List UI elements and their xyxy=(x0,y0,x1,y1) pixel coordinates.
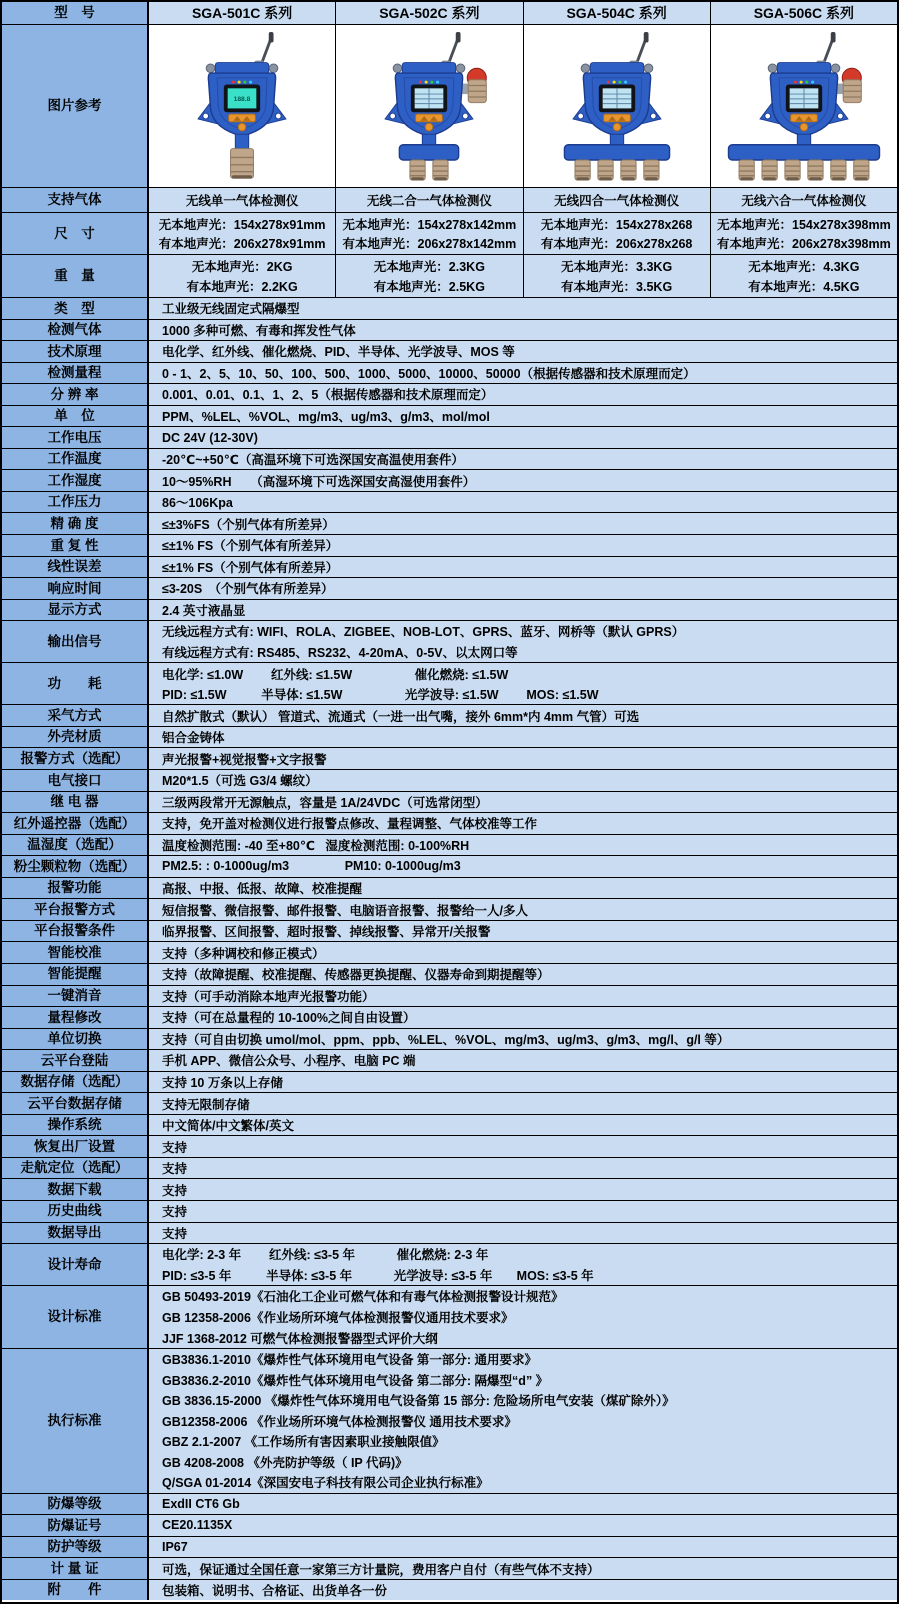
value-line: ≤±1% FS（个别气体有所差异） xyxy=(162,560,339,575)
spec-row xyxy=(2,448,897,470)
row-label: 粉尘颗粒物（选配） xyxy=(2,856,149,877)
value-line: GB3836.2-2010《爆炸性气体环境用电气设备 第二部分: 隔爆型“d” 》 xyxy=(162,1373,549,1388)
row-label: 显示方式 xyxy=(2,600,149,621)
row-value xyxy=(149,792,897,813)
comparison-cell xyxy=(710,255,897,297)
header-model-2: SGA-504C 系列 xyxy=(523,2,710,24)
cell-line: 有本地声光：4.5KG xyxy=(748,280,860,294)
row-value xyxy=(149,341,897,362)
value-line: 支持（可在总量程的 10-100%之间自由设置） xyxy=(162,1011,416,1026)
cell-line: 无线单一气体检测仪 xyxy=(185,194,299,208)
spec-row xyxy=(2,1493,897,1515)
row-value xyxy=(149,986,897,1007)
row-label: 云平台登陆 xyxy=(2,1050,149,1071)
row-label: 数据存储（选配） xyxy=(2,1072,149,1093)
row-value xyxy=(149,727,897,748)
row-value xyxy=(149,748,897,769)
row-value xyxy=(149,813,897,834)
spec-row xyxy=(2,340,897,362)
spec-row xyxy=(2,769,897,791)
value-line: ≤±1% FS（个别气体有所差异） xyxy=(162,539,339,554)
value-line: 2.4 英寸液晶显 xyxy=(162,603,246,618)
value-line: 支持 xyxy=(162,1162,188,1177)
value-line: ExdII CT6 Gb xyxy=(162,1496,240,1511)
spec-row xyxy=(2,1049,897,1071)
row-label: 平台报警条件 xyxy=(2,921,149,942)
value-line: 声光报警+视觉报警+文字报警 xyxy=(162,752,327,767)
row-label: 防爆等级 xyxy=(2,1494,149,1515)
row-label: 历史曲线 xyxy=(2,1201,149,1222)
value-line: Q/SGA 01-2014《深国安电子科技有限公司企业执行标准》 xyxy=(162,1476,489,1491)
value-line: 温度检测范围: -40 至+80℃ 湿度检测范围: 0-100%RH xyxy=(162,838,470,853)
row-label: 恢复出厂设置 xyxy=(2,1136,149,1157)
row-value xyxy=(149,406,897,427)
row-label: 检测气体 xyxy=(2,320,149,341)
value-line: 临界报警、区间报警、超时报警、掉线报警、异常开/关报警 xyxy=(162,925,491,940)
header-model-3: SGA-506C 系列 xyxy=(710,2,897,24)
cell-line: 无本地声光：154x278x398mm xyxy=(717,217,891,232)
product-image-4-sensor xyxy=(523,25,710,187)
row-cells xyxy=(149,213,897,254)
value-line: JJF 1368-2012 可燃气体检测报警器型式评价大纲 xyxy=(162,1331,438,1346)
value-line: PID: ≤1.5W 半导体: ≤1.5W 光学波导: ≤1.5W MOS: ≤1.5W xyxy=(162,688,599,703)
value-line: 支持（多种调校和修正模式） xyxy=(162,946,325,961)
cell-line: 无线六合一气体检测仪 xyxy=(741,194,867,208)
spec-row xyxy=(2,1579,897,1601)
row-value xyxy=(149,492,897,513)
row-label: 平台报警方式 xyxy=(2,899,149,920)
gas-detector-device-icon xyxy=(343,31,515,182)
row-value xyxy=(149,663,897,704)
value-line: 支持（可手动消除本地声光报警功能） xyxy=(162,989,375,1004)
row-label: 精 确 度 xyxy=(2,513,149,534)
svg-text:188.8: 188.8 xyxy=(233,95,251,103)
row-value xyxy=(149,1558,897,1579)
spec-row xyxy=(2,1222,897,1244)
value-line: 86～106Kpa xyxy=(162,496,233,511)
spec-row xyxy=(2,577,897,599)
row-value xyxy=(149,942,897,963)
value-line: 高报、中报、低报、故障、校准提醒 xyxy=(162,882,363,897)
row-label: 分 辨 率 xyxy=(2,384,149,405)
gas-detector-device-icon xyxy=(156,31,328,182)
row-value xyxy=(149,770,897,791)
comparison-cell xyxy=(149,188,335,212)
spec-row xyxy=(2,834,897,856)
cell-line: 无线二合一气体检测仪 xyxy=(366,194,492,208)
spec-row xyxy=(2,556,897,578)
row-value xyxy=(149,535,897,556)
row-label: 尺 寸 xyxy=(2,213,149,254)
row-label: 支持气体 xyxy=(2,188,149,212)
row-label: 响应时间 xyxy=(2,578,149,599)
header-model-0: SGA-501C 系列 xyxy=(149,2,335,24)
comparison-cell xyxy=(710,213,897,254)
value-line: 工业级无线固定式隔爆型 xyxy=(162,302,300,317)
value-line: 支持（故障提醒、校准提醒、传感器更换提醒、仪器寿命到期提醒等） xyxy=(162,968,550,983)
cell-line: 无本地声光：2KG xyxy=(191,260,293,274)
cell-line: 无本地声光：154x278x142mm xyxy=(342,217,517,232)
row-value xyxy=(149,964,897,985)
row-value xyxy=(149,470,897,491)
spec-row xyxy=(2,1514,897,1536)
spec-row xyxy=(2,726,897,748)
value-line: PM2.5: : 0-1000ug/m3 PM10: 0-1000ug/m3 xyxy=(162,859,461,874)
value-line: GB 3836.15-2000 《爆炸性气体环境用电气设备第 15 部分: 危险场所电气安装（煤矿除外）》 xyxy=(162,1394,675,1409)
cell-line: 无本地声光：3.3KG xyxy=(561,260,673,274)
value-line: GBZ 2.1-2007 《工作场所有害因素职业接触限值》 xyxy=(162,1435,445,1450)
row-label: 温湿度（选配） xyxy=(2,835,149,856)
value-line: DC 24V (12-30V) xyxy=(162,430,258,445)
value-line: 支持，免开盖对检测仪进行报警点修改、量程调整、气体校准等工作 xyxy=(162,817,538,832)
spec-row xyxy=(2,812,897,834)
row-value xyxy=(149,1158,897,1179)
row-label: 智能校准 xyxy=(2,942,149,963)
spec-row xyxy=(2,1243,897,1285)
row-label: 附 件 xyxy=(2,1580,149,1601)
spec-row xyxy=(2,898,897,920)
row-value xyxy=(149,1349,897,1493)
row-label: 类 型 xyxy=(2,298,149,319)
row-value xyxy=(149,1179,897,1200)
comparison-row-dimensions xyxy=(2,212,897,254)
image-row xyxy=(2,24,897,187)
value-line: PID: ≤3-5 年 半导体: ≤3-5 年 光学波导: ≤3-5 年 MOS: ≤3-5 年 xyxy=(162,1268,594,1283)
value-line: PPM、%LEL、%VOL、mg/m3、ug/m3、g/m3、mol/mol xyxy=(162,410,490,424)
value-line: 10～95%RH （高湿环境下可选深国安高湿使用套件） xyxy=(162,474,476,489)
row-value xyxy=(149,578,897,599)
row-label: 工作温度 xyxy=(2,449,149,470)
row-value xyxy=(149,835,897,856)
row-value xyxy=(149,621,897,662)
value-line: 无线远程方式有: WIFI、ROLA、ZIGBEE、NOB-LOT、GPRS、蓝牙、网桥等（默认 GPRS） xyxy=(162,625,685,640)
row-label: 防护等级 xyxy=(2,1537,149,1558)
row-value xyxy=(149,921,897,942)
row-label: 报警功能 xyxy=(2,878,149,899)
spec-row xyxy=(2,297,897,319)
spec-row xyxy=(2,362,897,384)
header-columns xyxy=(149,2,897,24)
row-value xyxy=(149,1201,897,1222)
row-value xyxy=(149,427,897,448)
value-line: -20℃~+50℃（高温环境下可选深国安高温使用套件） xyxy=(162,453,464,468)
spec-row xyxy=(2,534,897,556)
value-line: 支持 xyxy=(162,1140,188,1155)
row-label: 重 复 性 xyxy=(2,535,149,556)
value-line: 支持（可自由切换 umol/mol、ppm、ppb、%LEL、%VOL、mg/m3、ug/m3、g/m3、mg/l、g/l 等） xyxy=(162,1032,730,1047)
spec-row xyxy=(2,747,897,769)
row-label: 计 量 证 xyxy=(2,1558,149,1579)
value-line: GB3836.1-2010《爆炸性气体环境用电气设备 第一部分: 通用要求》 xyxy=(162,1353,538,1368)
spec-row xyxy=(2,405,897,427)
value-line: GB 50493-2019《石油化工企业可燃气体和有毒气体检测报警设计规范》 xyxy=(162,1290,564,1305)
row-label: 数据导出 xyxy=(2,1223,149,1244)
header-row xyxy=(2,2,897,24)
cell-line: 无线四合一气体检测仪 xyxy=(554,194,680,208)
header-model-1: SGA-502C 系列 xyxy=(335,2,522,24)
spec-row xyxy=(2,491,897,513)
spec-row xyxy=(2,469,897,491)
row-label: 工作湿度 xyxy=(2,470,149,491)
value-line: 三级两段常开无源触点，容量是 1A/24VDC（可选常闭型） xyxy=(162,795,488,810)
spec-row xyxy=(2,1114,897,1136)
value-line: 有线远程方式有: RS485、RS232、4-20mA、0-5V、以太网口等 xyxy=(162,646,518,661)
cell-line: 有本地声光：206x278x91mm xyxy=(158,237,326,252)
row-value xyxy=(149,1115,897,1136)
row-value xyxy=(149,1286,897,1348)
value-line: M20*1.5（可选 G3/4 螺纹） xyxy=(162,774,318,789)
gas-detector-device-icon xyxy=(718,31,890,182)
spec-row xyxy=(2,1028,897,1050)
comparison-cell xyxy=(335,188,522,212)
row-value xyxy=(149,298,897,319)
row-label: 执行标准 xyxy=(2,1349,149,1493)
row-label: 电气接口 xyxy=(2,770,149,791)
header-label-model: 型 号 xyxy=(2,2,149,24)
spec-row xyxy=(2,1006,897,1028)
cell-line: 无本地声光：154x278x91mm xyxy=(158,217,326,232)
value-line: 中文简体/中文繁体/英文 xyxy=(162,1119,294,1134)
spec-row xyxy=(2,1092,897,1114)
spec-row xyxy=(2,383,897,405)
value-line: ≤3-20S （个别气体有所差异） xyxy=(162,582,334,597)
row-value xyxy=(149,1072,897,1093)
row-value xyxy=(149,1050,897,1071)
row-label: 单位切换 xyxy=(2,1029,149,1050)
cell-line: 无本地声光：2.3KG xyxy=(373,260,485,274)
row-label: 功 耗 xyxy=(2,663,149,704)
row-value xyxy=(149,856,897,877)
row-value xyxy=(149,600,897,621)
spec-row xyxy=(2,426,897,448)
row-label: 外壳材质 xyxy=(2,727,149,748)
row-value xyxy=(149,1580,897,1601)
row-value xyxy=(149,1093,897,1114)
cell-line: 有本地声光：3.5KG xyxy=(561,280,673,294)
value-line: ≤±3%FS（个别气体有所差异） xyxy=(162,517,335,532)
row-value xyxy=(149,449,897,470)
value-line: 电化学: 2-3 年 红外线: ≤3-5 年 催化燃烧: 2-3 年 xyxy=(162,1248,489,1263)
product-image-6-sensor xyxy=(710,25,897,187)
value-line: CE20.1135X xyxy=(162,1518,233,1533)
row-value xyxy=(149,1136,897,1157)
row-value xyxy=(149,384,897,405)
row-label: 红外遥控器（选配） xyxy=(2,813,149,834)
row-value xyxy=(149,1494,897,1515)
row-value xyxy=(149,557,897,578)
spec-row xyxy=(2,662,897,704)
value-line: 支持 xyxy=(162,1205,188,1220)
spec-row xyxy=(2,512,897,534)
spec-row xyxy=(2,985,897,1007)
value-line: IP67 xyxy=(162,1540,188,1554)
cell-line: 无本地声光：4.3KG xyxy=(748,260,860,274)
spec-row xyxy=(2,920,897,942)
comparison-cell xyxy=(523,188,710,212)
value-line: GB12358-2006 《作业场所环境气体检测报警仪 通用技术要求》 xyxy=(162,1414,517,1429)
spec-row xyxy=(2,1071,897,1093)
spec-row xyxy=(2,1178,897,1200)
spec-row xyxy=(2,1200,897,1222)
row-value xyxy=(149,513,897,534)
row-value xyxy=(149,899,897,920)
row-value xyxy=(149,1223,897,1244)
row-value xyxy=(149,1515,897,1536)
spec-row xyxy=(2,941,897,963)
row-value xyxy=(149,1007,897,1028)
row-label: 工作电压 xyxy=(2,427,149,448)
row-label: 报警方式（选配） xyxy=(2,748,149,769)
row-value xyxy=(149,1244,897,1285)
row-label: 防爆证号 xyxy=(2,1515,149,1536)
value-line: 铝合金铸体 xyxy=(162,731,225,746)
row-label: 工作压力 xyxy=(2,492,149,513)
spec-row xyxy=(2,963,897,985)
spec-row xyxy=(2,1157,897,1179)
row-label: 设计标准 xyxy=(2,1286,149,1348)
value-line: 手机 APP、微信公众号、小程序、电脑 PC 端 xyxy=(162,1054,416,1069)
row-label: 走航定位（选配） xyxy=(2,1158,149,1179)
spec-row xyxy=(2,877,897,899)
comparison-cell xyxy=(335,255,522,297)
value-line: 1000 多种可燃、有毒和挥发性气体 xyxy=(162,323,356,338)
value-line: 可选，保证通过全国任意一家第三方计量院，费用客户自付（有些气体不支持） xyxy=(162,1562,600,1577)
row-value xyxy=(149,320,897,341)
row-label: 云平台数据存储 xyxy=(2,1093,149,1114)
comparison-cell xyxy=(710,188,897,212)
row-value xyxy=(149,363,897,384)
row-label: 一键消音 xyxy=(2,986,149,1007)
gas-detector-device-icon xyxy=(531,31,703,182)
row-label: 单 位 xyxy=(2,406,149,427)
spec-row xyxy=(2,620,897,662)
row-cells xyxy=(149,255,897,297)
comparison-row-weight xyxy=(2,254,897,297)
row-value xyxy=(149,1029,897,1050)
value-line: 0 - 1、2、5、10、50、100、500、1000、5000、10000、50000（根据传感器和技术原理而定） xyxy=(162,366,696,381)
row-label: 线性误差 xyxy=(2,557,149,578)
row-value xyxy=(149,705,897,726)
row-label: 智能提醒 xyxy=(2,964,149,985)
row-value xyxy=(149,878,897,899)
row-label: 技术原理 xyxy=(2,341,149,362)
value-line: 自然扩散式（默认） 管道式、流通式（一进一出气嘴，接外 6mm*内 4mm 气管）可选 xyxy=(162,709,640,724)
comparison-cell xyxy=(523,213,710,254)
comparison-row-support-gas xyxy=(2,187,897,212)
row-value xyxy=(149,1537,897,1558)
cell-line: 有本地声光：2.2KG xyxy=(186,280,298,294)
value-line: 支持 10 万条以上存储 xyxy=(162,1075,283,1090)
row-label: 重 量 xyxy=(2,255,149,297)
spec-row xyxy=(2,855,897,877)
product-image-1-sensor xyxy=(149,25,335,187)
row-cells xyxy=(149,188,897,212)
cell-line: 有本地声光：206x278x142mm xyxy=(342,237,517,252)
row-label: 量程修改 xyxy=(2,1007,149,1028)
value-line: GB 12358-2006《作业场所环境气体检测报警仪通用技术要求》 xyxy=(162,1310,514,1325)
spec-row xyxy=(2,1135,897,1157)
value-line: 电化学、红外线、催化燃烧、PID、半导体、光学波导、MOS 等 xyxy=(162,345,515,360)
spec-row xyxy=(2,599,897,621)
value-line: 支持无限制存储 xyxy=(162,1097,250,1112)
comparison-cell xyxy=(335,213,522,254)
image-row-label: 图片参考 xyxy=(2,25,149,187)
row-label: 检测量程 xyxy=(2,363,149,384)
value-line: 电化学: ≤1.0W 红外线: ≤1.5W 催化燃烧: ≤1.5W xyxy=(162,667,509,682)
cell-line: 有本地声光：206x278x268 xyxy=(540,237,693,252)
spec-row xyxy=(2,704,897,726)
comparison-cell xyxy=(149,213,335,254)
value-line: 包装箱、说明书、合格证、出货单各一份 xyxy=(162,1584,388,1599)
spec-row xyxy=(2,791,897,813)
cell-line: 有本地声光：206x278x398mm xyxy=(717,237,891,252)
value-line: 短信报警、微信报警、邮件报警、电脑语音报警、报警给一人/多人 xyxy=(162,903,528,918)
spec-row xyxy=(2,319,897,341)
value-line: 0.001、0.01、0.1、1、2、5（根据传感器和技术原理而定） xyxy=(162,388,494,403)
row-label: 采气方式 xyxy=(2,705,149,726)
spec-row xyxy=(2,1557,897,1579)
product-image-2-sensor xyxy=(335,25,522,187)
cell-line: 无本地声光：154x278x268 xyxy=(540,217,693,232)
row-label: 操作系统 xyxy=(2,1115,149,1136)
image-row-cells xyxy=(149,25,897,187)
row-label: 设计寿命 xyxy=(2,1244,149,1285)
spec-row xyxy=(2,1285,897,1348)
value-line: GB 4208-2008 《外壳防护等级（ IP 代码)》 xyxy=(162,1455,408,1470)
comparison-cell xyxy=(149,255,335,297)
row-label: 数据下载 xyxy=(2,1179,149,1200)
comparison-cell xyxy=(523,255,710,297)
value-line: 支持 xyxy=(162,1183,188,1198)
spec-row xyxy=(2,1536,897,1558)
row-label: 输出信号 xyxy=(2,621,149,662)
value-line: 支持 xyxy=(162,1226,188,1241)
cell-line: 有本地声光：2.5KG xyxy=(373,280,485,294)
row-label: 继 电 器 xyxy=(2,792,149,813)
spec-row xyxy=(2,1348,897,1493)
